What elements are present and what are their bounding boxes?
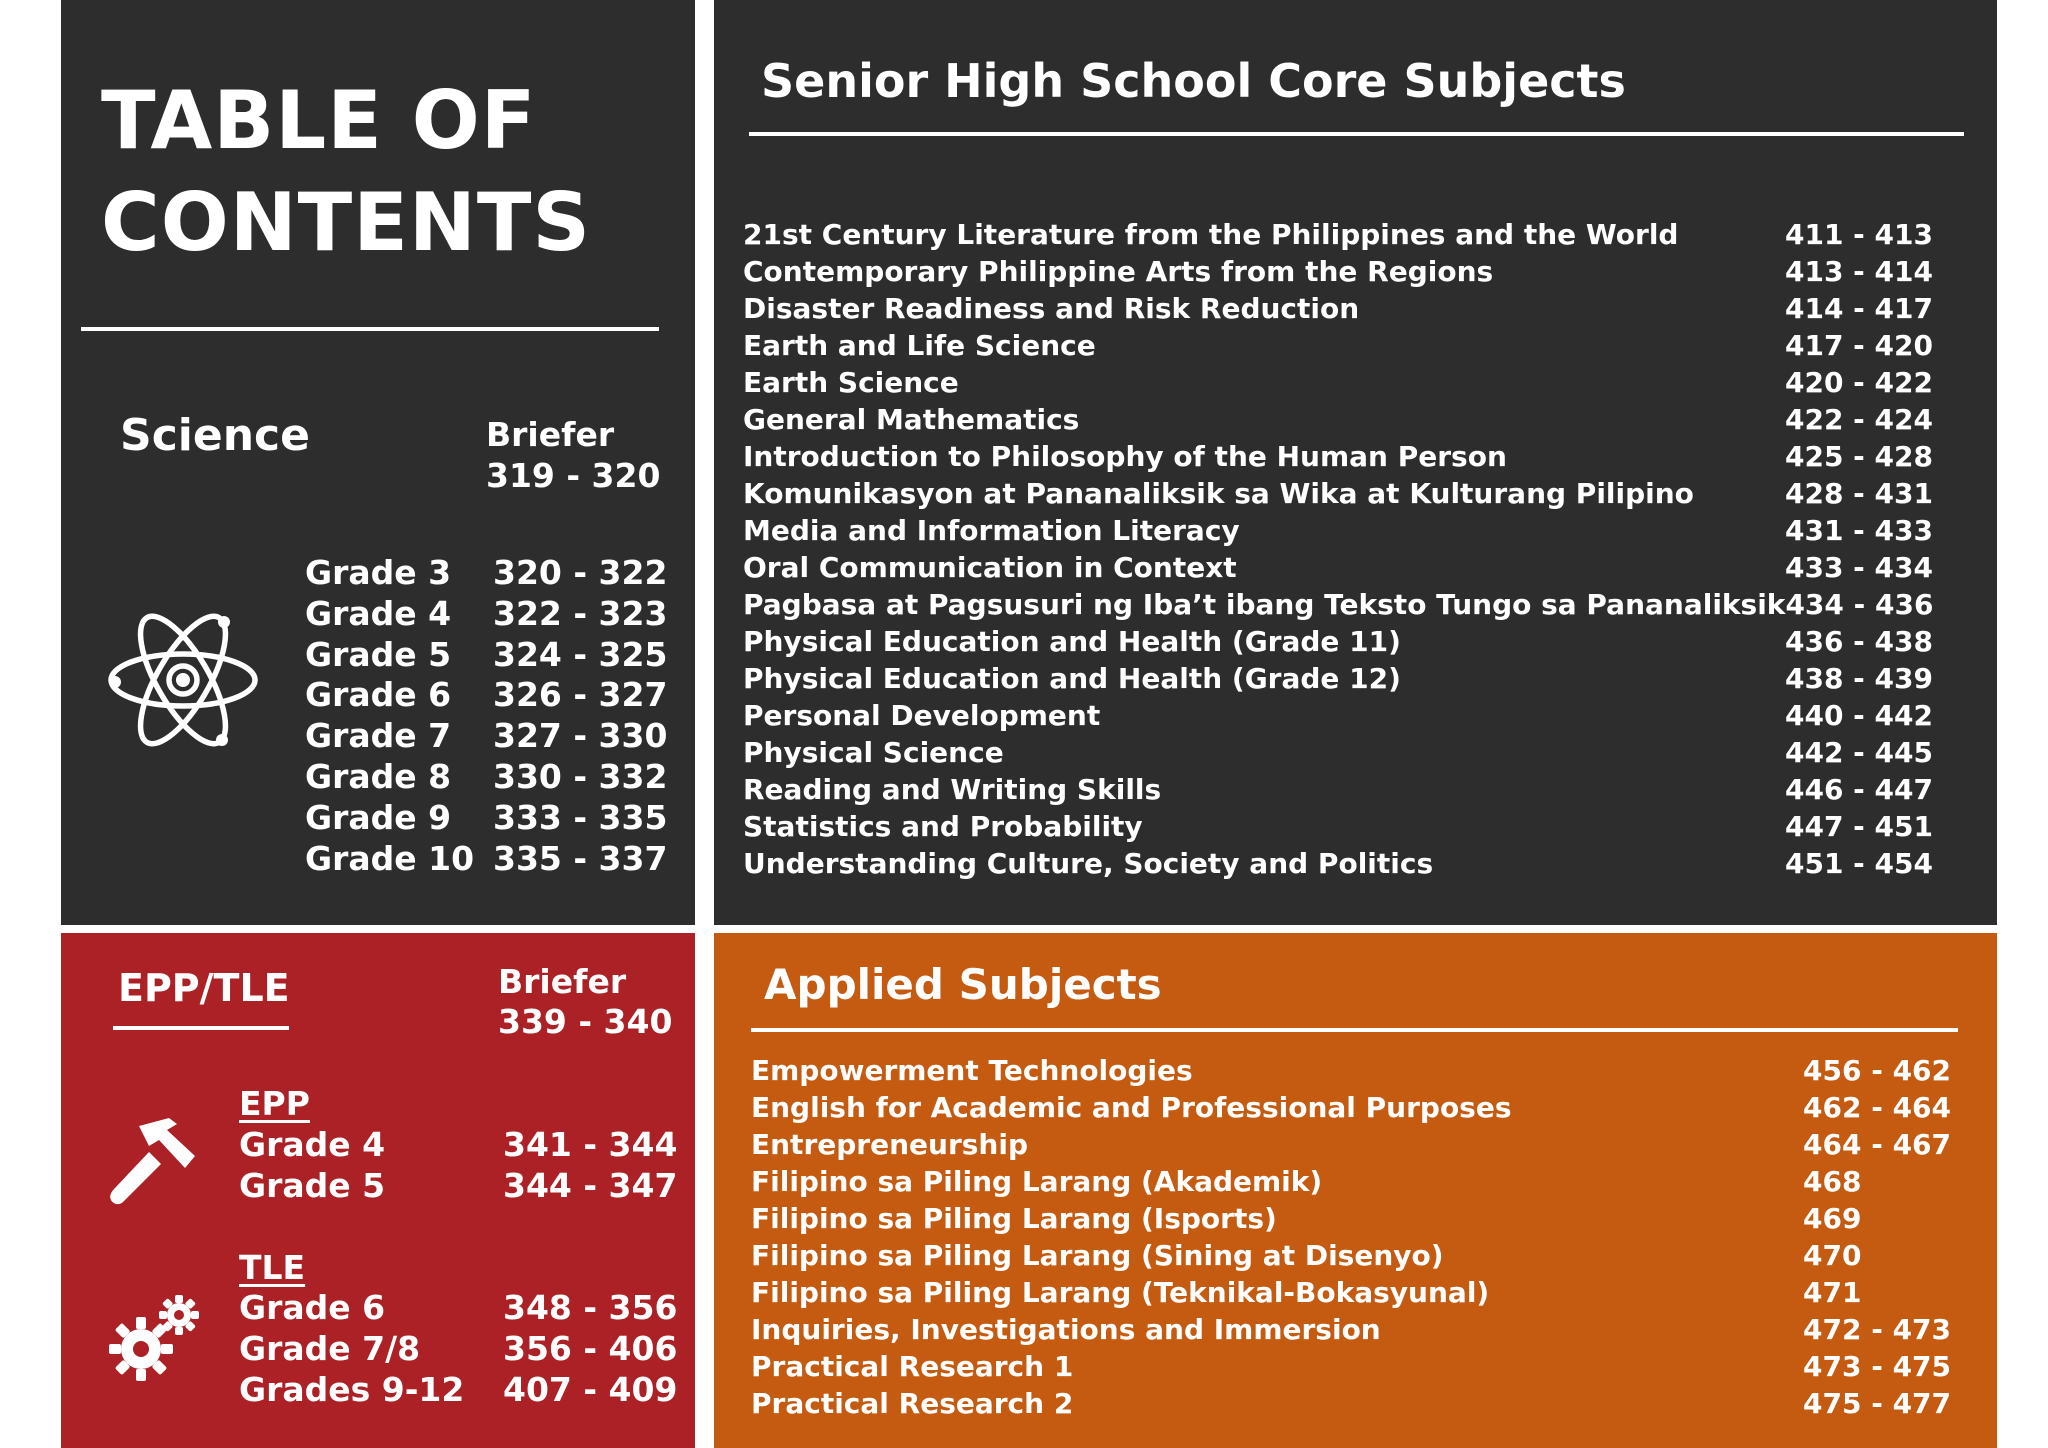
list-item[interactable] <box>239 1288 677 1329</box>
subject-pages: 422 - 424 <box>1784 403 1933 436</box>
subject-pages: 434 - 436 <box>1785 588 1934 621</box>
grade-label: Grade 4 <box>305 593 452 633</box>
science-panel <box>61 0 695 925</box>
subject-pages: 462 - 464 <box>1803 1091 1952 1124</box>
grade-label: Grade 6 <box>305 675 452 715</box>
list-item[interactable] <box>751 1052 1952 1089</box>
list-item[interactable] <box>751 1348 1952 1385</box>
subject-name: Komunikasyon at Pananaliksik sa Wika at Kulturang Pilipino <box>743 477 1694 510</box>
subject-name: Oral Communication in Context <box>743 551 1237 584</box>
list-item[interactable] <box>743 549 1933 586</box>
subject-pages: 433 - 434 <box>1784 551 1933 584</box>
subject-pages: 470 <box>1803 1239 1862 1272</box>
list-item[interactable] <box>743 438 1933 475</box>
subject-name: General Mathematics <box>743 403 1080 436</box>
tle-label: TLE <box>239 1248 306 1287</box>
subject-pages: 436 - 438 <box>1784 625 1933 658</box>
grade-pages: 327 - 330 <box>493 716 668 756</box>
grade-label: Grade 7 <box>305 716 452 756</box>
list-item[interactable] <box>751 1385 1952 1422</box>
list-item[interactable] <box>743 401 1933 438</box>
subject-name: English for Academic and Professional Purposes <box>751 1091 1512 1124</box>
list-item[interactable] <box>751 1126 1952 1163</box>
subject-pages: 464 - 467 <box>1803 1128 1952 1161</box>
science-title: Science <box>120 410 310 461</box>
title-line-1: TABLE OF <box>101 74 537 167</box>
applied-subjects-panel <box>714 933 1997 1448</box>
subject-pages: 451 - 454 <box>1784 847 1933 880</box>
grade-pages: 324 - 325 <box>493 634 668 674</box>
grade-pages: 348 - 356 <box>503 1288 678 1327</box>
list-item[interactable] <box>743 253 1933 290</box>
science-grade-list <box>305 553 667 879</box>
list-item[interactable] <box>305 798 667 839</box>
grade-label: Grades 9-12 <box>239 1369 465 1409</box>
tle-grade-list <box>239 1288 677 1410</box>
list-item[interactable] <box>239 1329 677 1370</box>
subject-name: Filipino sa Piling Larang (Sining at Disenyo) <box>751 1239 1444 1272</box>
list-item[interactable] <box>743 290 1933 327</box>
subject-name: Filipino sa Piling Larang (Teknikal-Bokasyunal) <box>751 1276 1490 1309</box>
subject-name: Physical Education and Health (Grade 12) <box>743 662 1401 695</box>
subject-name: Physical Science <box>743 736 1004 769</box>
grade-pages: 330 - 332 <box>493 756 668 796</box>
list-item[interactable] <box>305 553 667 594</box>
science-briefer-pages[interactable]: 319 - 320 <box>486 456 661 495</box>
subject-pages: 475 - 477 <box>1803 1387 1952 1420</box>
list-item[interactable] <box>751 1089 1952 1126</box>
grade-label: Grade 9 <box>305 797 452 837</box>
grade-pages: 320 - 322 <box>493 553 668 592</box>
core-subjects-list <box>743 216 1933 882</box>
science-briefer-label: Briefer <box>486 415 615 454</box>
grade-pages: 322 - 323 <box>493 593 668 633</box>
subject-name: Media and Information Literacy <box>743 514 1240 547</box>
grade-label: Grade 6 <box>239 1288 386 1327</box>
grade-label: Grade 4 <box>239 1125 386 1164</box>
gears-icon <box>109 1295 201 1381</box>
epp-grade-list <box>239 1125 677 1207</box>
list-item[interactable] <box>743 845 1933 882</box>
grade-label: Grade 7/8 <box>239 1328 421 1368</box>
list-item[interactable] <box>743 734 1933 771</box>
list-item[interactable] <box>751 1200 1941 1237</box>
subject-pages: 442 - 445 <box>1784 736 1933 769</box>
list-item[interactable] <box>305 675 667 716</box>
subject-pages: 414 - 417 <box>1784 292 1933 325</box>
subject-pages: 428 - 431 <box>1784 477 1933 510</box>
list-item[interactable] <box>239 1370 677 1411</box>
subject-name: Filipino sa Piling Larang (Isports) <box>751 1202 1277 1235</box>
list-item[interactable] <box>751 1163 1941 1200</box>
list-item[interactable] <box>305 594 667 635</box>
list-item[interactable] <box>305 716 667 757</box>
title-line-2: CONTENTS <box>101 176 592 269</box>
list-item[interactable] <box>743 364 1933 401</box>
subject-pages: 471 <box>1803 1276 1862 1309</box>
subject-pages: 468 <box>1803 1165 1862 1198</box>
subject-pages: 472 - 473 <box>1803 1313 1952 1346</box>
subject-pages: 446 - 447 <box>1784 773 1933 806</box>
list-item[interactable] <box>239 1166 677 1207</box>
subject-name: Filipino sa Piling Larang (Akademik) <box>751 1165 1323 1198</box>
subject-pages: 425 - 428 <box>1784 440 1933 473</box>
epp-tle-briefer-label: Briefer <box>498 962 627 1001</box>
grade-pages: 335 - 337 <box>493 838 668 878</box>
epp-tle-panel <box>61 933 695 1448</box>
subject-pages: 447 - 451 <box>1784 810 1933 843</box>
list-item[interactable] <box>743 808 1933 845</box>
epp-tle-title: EPP/TLE <box>118 966 290 1010</box>
atom-icon <box>109 600 257 760</box>
subject-name: Earth Science <box>743 366 959 399</box>
list-item[interactable] <box>743 216 1933 253</box>
subject-name: Physical Education and Health (Grade 11) <box>743 625 1401 658</box>
grade-pages: 341 - 344 <box>503 1125 678 1164</box>
subject-name: Inquiries, Investigations and Immersion <box>751 1313 1381 1346</box>
grade-pages: 407 - 409 <box>503 1369 678 1409</box>
grade-label: Grade 5 <box>305 634 452 674</box>
subject-name: Reading and Writing Skills <box>743 773 1162 806</box>
subject-pages: 456 - 462 <box>1803 1054 1952 1087</box>
subject-name: 21st Century Literature from the Philippines and the World <box>743 218 1679 251</box>
subject-name: Introduction to Philosophy of the Human Person <box>743 440 1507 473</box>
list-item[interactable] <box>743 327 1933 364</box>
grade-label: Grade 3 <box>305 553 452 592</box>
list-item[interactable] <box>743 512 1933 549</box>
list-item[interactable] <box>751 1311 1952 1348</box>
applied-subjects-title: Applied Subjects <box>764 960 1162 1009</box>
subject-pages: 413 - 414 <box>1784 255 1933 288</box>
subject-name: Earth and Life Science <box>743 329 1096 362</box>
grade-label: Grade 8 <box>305 756 452 796</box>
applied-subjects-list <box>751 1052 1952 1422</box>
epp-label: EPP <box>239 1084 310 1123</box>
subject-pages: 420 - 422 <box>1784 366 1933 399</box>
grade-pages: 356 - 406 <box>503 1328 678 1368</box>
epp-tle-underline <box>113 1026 289 1030</box>
list-item[interactable] <box>305 757 667 798</box>
list-item[interactable] <box>751 1237 1941 1274</box>
core-subjects-panel <box>714 0 1997 925</box>
subject-pages: 431 - 433 <box>1784 514 1933 547</box>
subject-name: Empowerment Technologies <box>751 1054 1193 1087</box>
grade-label: Grade 5 <box>239 1165 386 1205</box>
subject-name: Personal Development <box>743 699 1101 732</box>
subject-pages: 411 - 413 <box>1784 218 1933 251</box>
core-subjects-title: Senior High School Core Subjects <box>761 54 1626 108</box>
list-item[interactable] <box>743 697 1933 734</box>
subject-pages: 469 <box>1803 1202 1862 1235</box>
subject-name: Statistics and Probability <box>743 810 1143 843</box>
grade-pages: 333 - 335 <box>493 797 668 837</box>
list-item[interactable] <box>239 1125 677 1166</box>
list-item[interactable] <box>305 635 667 676</box>
title-divider <box>81 327 659 331</box>
epp-tle-briefer-pages[interactable]: 339 - 340 <box>498 1002 673 1041</box>
subject-name: Understanding Culture, Society and Politics <box>743 847 1434 880</box>
list-item[interactable] <box>743 623 1933 660</box>
subject-pages: 438 - 439 <box>1784 662 1933 695</box>
applied-subjects-divider <box>751 1028 1958 1032</box>
grade-pages: 326 - 327 <box>493 675 668 715</box>
page-title <box>101 70 591 274</box>
list-item[interactable] <box>743 660 1933 697</box>
subject-name: Practical Research 1 <box>751 1350 1074 1383</box>
subject-pages: 417 - 420 <box>1784 329 1933 362</box>
subject-name: Practical Research 2 <box>751 1387 1074 1420</box>
list-item[interactable] <box>751 1274 1941 1311</box>
list-item[interactable] <box>305 839 667 880</box>
subject-pages: 440 - 442 <box>1784 699 1933 732</box>
grade-pages: 344 - 347 <box>503 1165 678 1205</box>
core-subjects-divider <box>749 132 1964 136</box>
list-item[interactable] <box>743 586 1933 623</box>
subject-pages: 473 - 475 <box>1803 1350 1952 1383</box>
grade-label: Grade 10 <box>305 838 475 878</box>
subject-name: Entrepreneurship <box>751 1128 1028 1161</box>
hammer-icon <box>109 1116 201 1206</box>
list-item[interactable] <box>743 771 1933 808</box>
subject-name: Disaster Readiness and Risk Reduction <box>743 292 1360 325</box>
list-item[interactable] <box>743 475 1933 512</box>
subject-name: Contemporary Philippine Arts from the Regions <box>743 255 1494 288</box>
subject-name: Pagbasa at Pagsusuri ng Iba’t ibang Teksto Tungo sa Pananaliksik <box>743 588 1786 621</box>
